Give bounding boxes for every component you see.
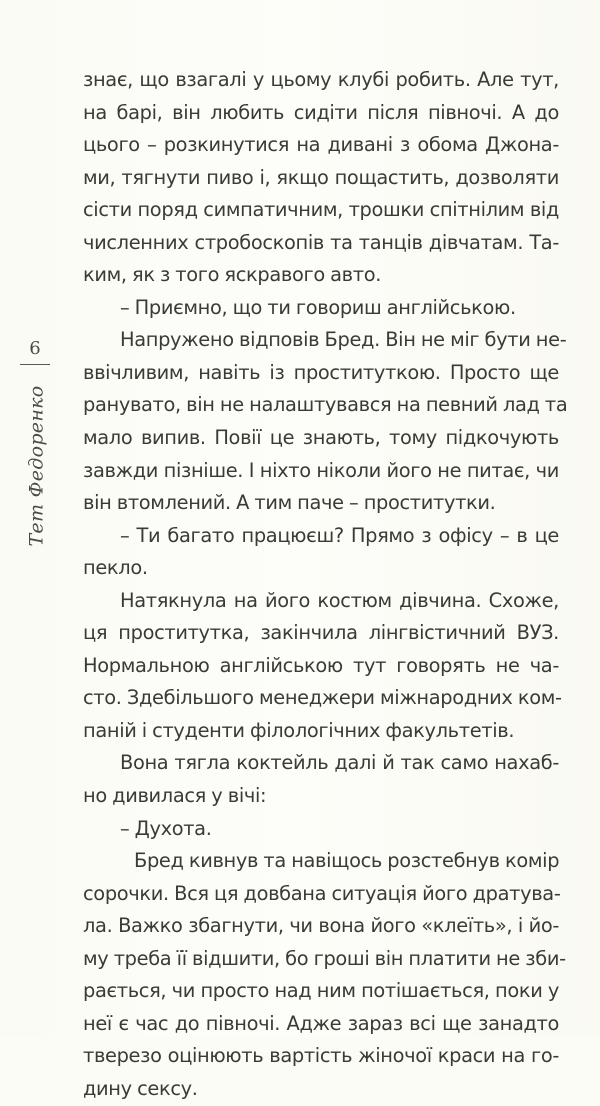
text-line: ввічливим, навіть із проституткою. Просто ще	[83, 360, 559, 384]
text-line: Нормальною англійською тут говорять не ча-	[83, 653, 559, 677]
page-margin-note	[14, 338, 58, 547]
text-line: мало випив. Повії це знають, тому підкочують	[83, 426, 559, 450]
text-line: Бред кивнув та навіщось розстебнув комір	[134, 849, 560, 873]
text-line: пекло.	[83, 556, 148, 580]
text-line: сісти поряд симпатичним, трошки спітнілим від	[83, 198, 559, 222]
text-line: но дивилася у вічі:	[83, 784, 267, 808]
author-name: Тет Федоренко	[26, 385, 49, 547]
text-line: паній і студенти філологічних факультетів.	[83, 718, 515, 742]
page-number: 6	[29, 338, 41, 359]
body-text	[83, 64, 568, 1106]
text-line: Натякнула на його костюм дівчина. Схоже,	[120, 588, 559, 612]
page-number-rule	[20, 364, 50, 365]
text-line: Вона тягла коктейль далі й так само нахаб-	[120, 751, 559, 775]
text-line: ця проститутка, закінчила лінгвістичний ВУЗ.	[83, 621, 559, 645]
text-line: він втомлений. А тим паче – проститутки.	[83, 491, 496, 515]
text-line: рається, чи просто над ним потішається, поки у	[83, 979, 559, 1003]
text-line: сто. Здебільшого менеджери міжнародних ком-	[83, 686, 562, 710]
dialog-line: – Приємно, що ти говориш англійською.	[120, 295, 516, 319]
text-line: Напружено відповів Бред. Він не міг бути не-	[120, 328, 567, 352]
text-line: завжди пізніше. І ніхто ніколи його не питає, чи	[83, 458, 559, 482]
text-line: ми, тягнути пиво і, якщо пощастить, дозволяти	[83, 165, 559, 189]
text-line: дину сексу.	[83, 1076, 198, 1100]
text-line: ла. Важко збагнути, чи вона його «клеїть», і йо-	[83, 914, 559, 938]
text-line: неї є час до півночі. Адже зараз всі ще занадто	[83, 1011, 559, 1035]
text-line: знає, що взагалі у цьому клубі робить. Але тут,	[83, 68, 559, 91]
text-line: тверезо оцінюють вартість жіночої краси на го-	[83, 1044, 559, 1068]
text-line: ранувато, він не налаштувався на певний лад та	[83, 393, 568, 417]
text-line: сорочки. Вся ця довбана ситуація його дратува-	[83, 881, 561, 905]
text-line: ким, як з того яскравого авто.	[83, 263, 382, 287]
text-line: численних стробоскопів та танців дівчатам. Та-	[83, 230, 559, 254]
running-head-author	[22, 376, 52, 556]
text-line: на барі, він любить сидіти після півночі. А до	[83, 100, 559, 124]
dialog-line: – Духота.	[120, 816, 212, 840]
text-line: му треба її відшити, бо гроші він платити не зби-	[83, 946, 566, 970]
text-line: цього – розкинутися на дивані з обома Джона-	[83, 133, 559, 157]
dialog-line: – Ти багато працюєш? Прямо з офісу – в це	[120, 523, 559, 547]
